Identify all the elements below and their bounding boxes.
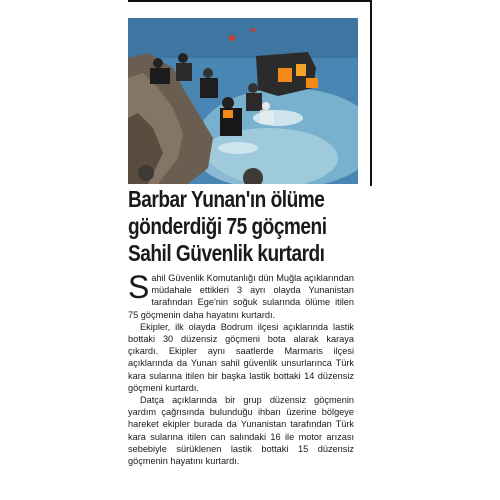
column-border-top [128, 0, 372, 2]
headline-line-3: Sahil Güvenlik kurtardı [128, 240, 325, 266]
rescue-photo-illustration [128, 18, 358, 184]
article-body [128, 269, 354, 467]
drop-cap: S [128, 269, 150, 305]
article-paragraph-3: Datça açıklarında bir grup düzensiz göçmenin yardım çağrısında bulunduğu ihbarı üzerine bölgeye hareket ekipler burada da Yunanistan tarafından Türk kara sularına itilen can salındaki 16 ile motor arızası sebebiyle sürüklenen lastik bottaki 15 düzensiz göçmenin hayatını kurtardı. [128, 395, 354, 467]
column-border-right [370, 0, 372, 186]
rescue-photo [128, 18, 358, 184]
headline-line-1: Barbar Yunan'ın ölüme [128, 186, 325, 212]
article-paragraph-1 [128, 269, 354, 321]
headline [128, 186, 327, 267]
headline-line-2: gönderdiği 75 göçmeni [128, 213, 327, 239]
paragraph-1-text: ahil Güvenlik Komutanlığı dün Muğla açıklarından müdahale ettikleri 3 ayrı olayda Yunanistan tarafından Ege'nin soğuk sularında ölüme itilen 75 göçmenin daha hayatını kurtardı. [128, 273, 354, 320]
article-paragraph-2: Ekipler, ilk olayda Bodrum ilçesi açıklarında lastik bottaki 30 düzensiz göçmeni bota alarak karaya çıkardı. Ekipler aynı saatlerde Marmaris ilçesi açıklarında da Yunan sahil güvenlik unsurlarınca Türk kara sularına itilen bir başka lastik bottaki 14 düzensiz göçmeni kurtardı. [128, 321, 354, 393]
